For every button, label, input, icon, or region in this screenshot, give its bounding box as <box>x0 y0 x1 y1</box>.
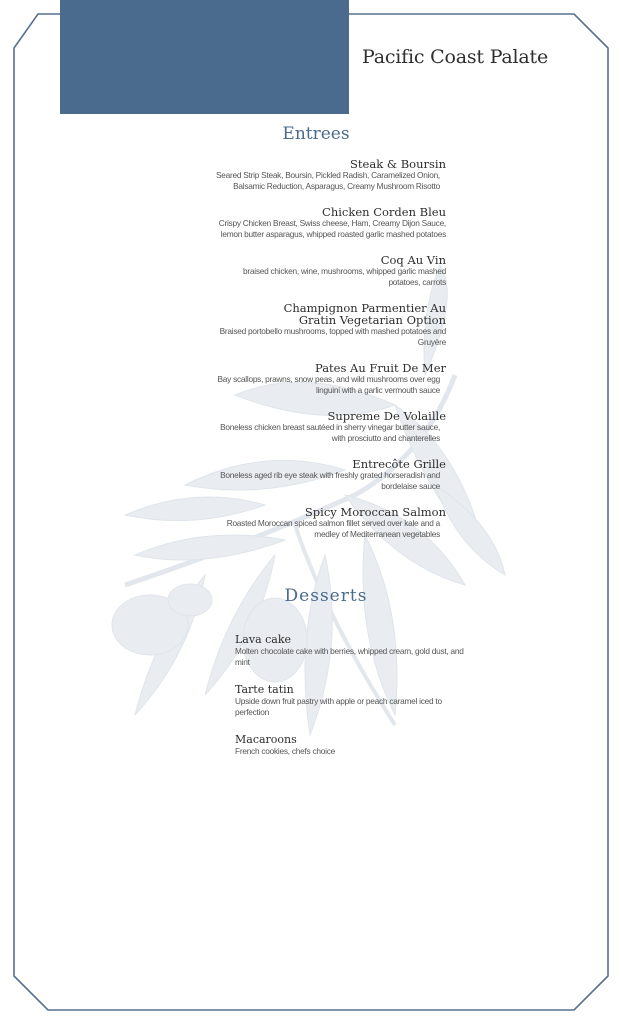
entree-item <box>208 458 446 492</box>
entree-description: Boneless chicken breast sautéed in sherry vinegar butter sauce, with prosciutto and chanterelles <box>220 422 440 443</box>
dessert-description: French cookies, chefs choice <box>235 746 335 756</box>
entree-name: Supreme De Volaille <box>327 409 446 423</box>
dessert-name: Lava cake <box>235 633 292 646</box>
dessert-item <box>235 634 467 668</box>
entree-name: Champignon Parmentier Au Gratin Vegetarian Option <box>283 301 446 327</box>
entree-description: Roasted Moroccan spiced salmon fillet served over kale and a medley of Mediterranean vegetables <box>226 518 440 539</box>
desserts-list <box>235 634 467 757</box>
header-color-block <box>60 0 349 114</box>
entree-item <box>208 410 446 444</box>
dessert-description: Molten chocolate cake with berries, whipped cream, gold dust, and mint <box>235 646 464 667</box>
entree-description: Seared Strip Steak, Boursin, Pickled Radish, Caramelized Onion, Balsamic Reduction, Asparagus, Creamy Mushroom Risotto <box>215 170 440 191</box>
dessert-item <box>235 734 467 757</box>
dessert-description: Upside down fruit pastry with apple or peach caramel iced to perfection <box>235 696 442 717</box>
restaurant-name: Pacific Coast Palate <box>362 46 549 68</box>
entree-description: Bay scallops, prawns, snow peas, and wild mushrooms over egg linguini with a garlic vermouth sauce <box>217 374 440 395</box>
entree-name: Steak & Boursin <box>350 157 446 171</box>
entree-name: Coq Au Vin <box>380 253 446 267</box>
dessert-name: Macaroons <box>235 733 297 746</box>
entrees-heading: Entrees <box>282 124 350 144</box>
entree-description: Crispy Chicken Breast, Swiss cheese, Ham, Creamy Dijon Sauce, lemon butter asparagus, whipped roasted garlic mashed potatoes <box>218 218 446 239</box>
entree-name: Spicy Moroccan Salmon <box>304 505 446 519</box>
entree-name: Entrecôte Grille <box>352 457 446 471</box>
entree-item <box>208 362 446 396</box>
dessert-item <box>235 684 467 718</box>
entree-item <box>208 206 446 240</box>
dessert-name: Tarte tatin <box>235 683 294 696</box>
entree-name: Pates Au Fruit De Mer <box>314 361 446 375</box>
entree-description: Braised portobello mushrooms, topped with mashed potatoes and Gruyère <box>219 326 446 347</box>
entree-description: braised chicken, wine, mushrooms, whipped garlic mashed potatoes, carrots <box>243 266 446 287</box>
entree-name: Chicken Corden Bleu <box>322 205 446 219</box>
entree-item <box>208 254 446 288</box>
entree-item <box>208 158 446 192</box>
desserts-heading: Desserts <box>284 586 368 606</box>
entree-item <box>208 506 446 540</box>
entree-item <box>208 302 446 348</box>
entree-description: Boneless aged rib eye steak with freshly grated horseradish and bordelaise sauce <box>220 470 440 491</box>
entrees-list <box>208 158 446 540</box>
